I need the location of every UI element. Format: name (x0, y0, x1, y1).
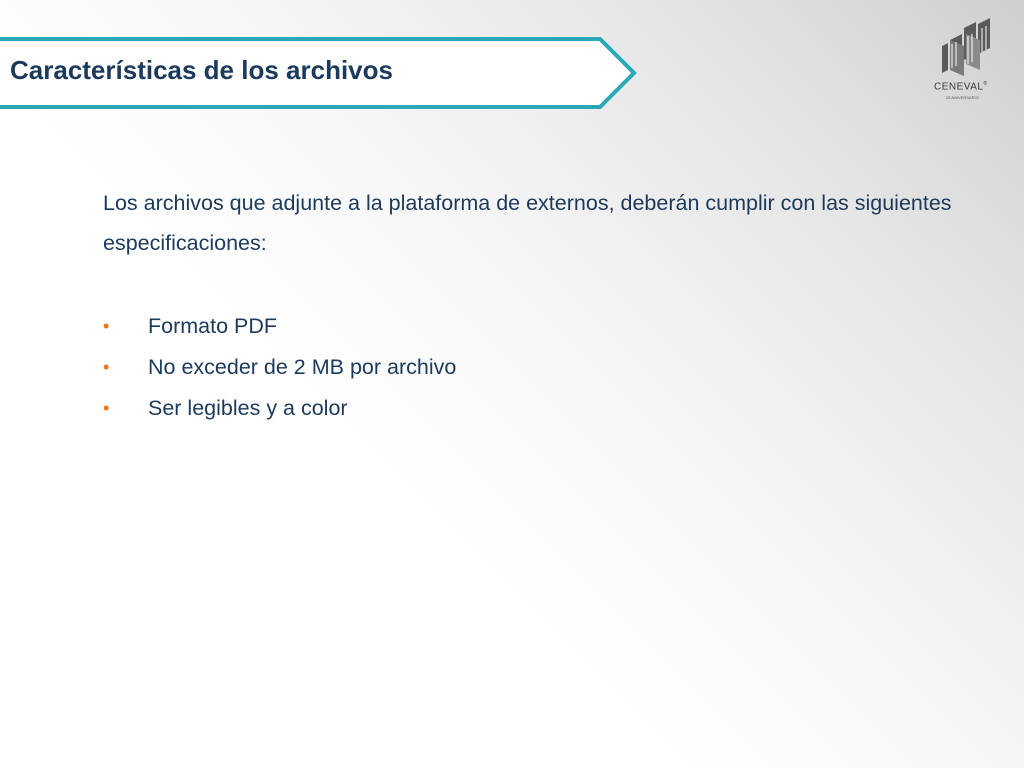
logo-registered: ® (983, 81, 988, 87)
list-item (103, 306, 456, 347)
title-banner (0, 37, 640, 109)
bullet-icon: • (103, 357, 110, 377)
ceneval-logo-icon (940, 18, 994, 78)
list-item-text: No exceder de 2 MB por archivo (148, 355, 457, 379)
list-item (103, 347, 456, 388)
bullet-icon: • (103, 398, 110, 418)
intro-paragraph: Los archivos que adjunte a la plataforma de externos, deberán cumplir con las siguientes especificaciones: (103, 191, 952, 255)
requirements-list (103, 306, 456, 429)
bullet-icon: • (103, 316, 110, 336)
logo-name: CENEVAL (934, 81, 984, 93)
list-item-text: Formato PDF (148, 314, 278, 338)
logo-wordmark (934, 81, 988, 92)
slide-title: Características de los archivos (10, 55, 393, 85)
list-item (103, 388, 456, 429)
logo-tagline: 25 ANIVERSARIO (946, 95, 979, 100)
ceneval-logo (934, 18, 1000, 104)
list-item-text: Ser legibles y a color (148, 396, 348, 420)
